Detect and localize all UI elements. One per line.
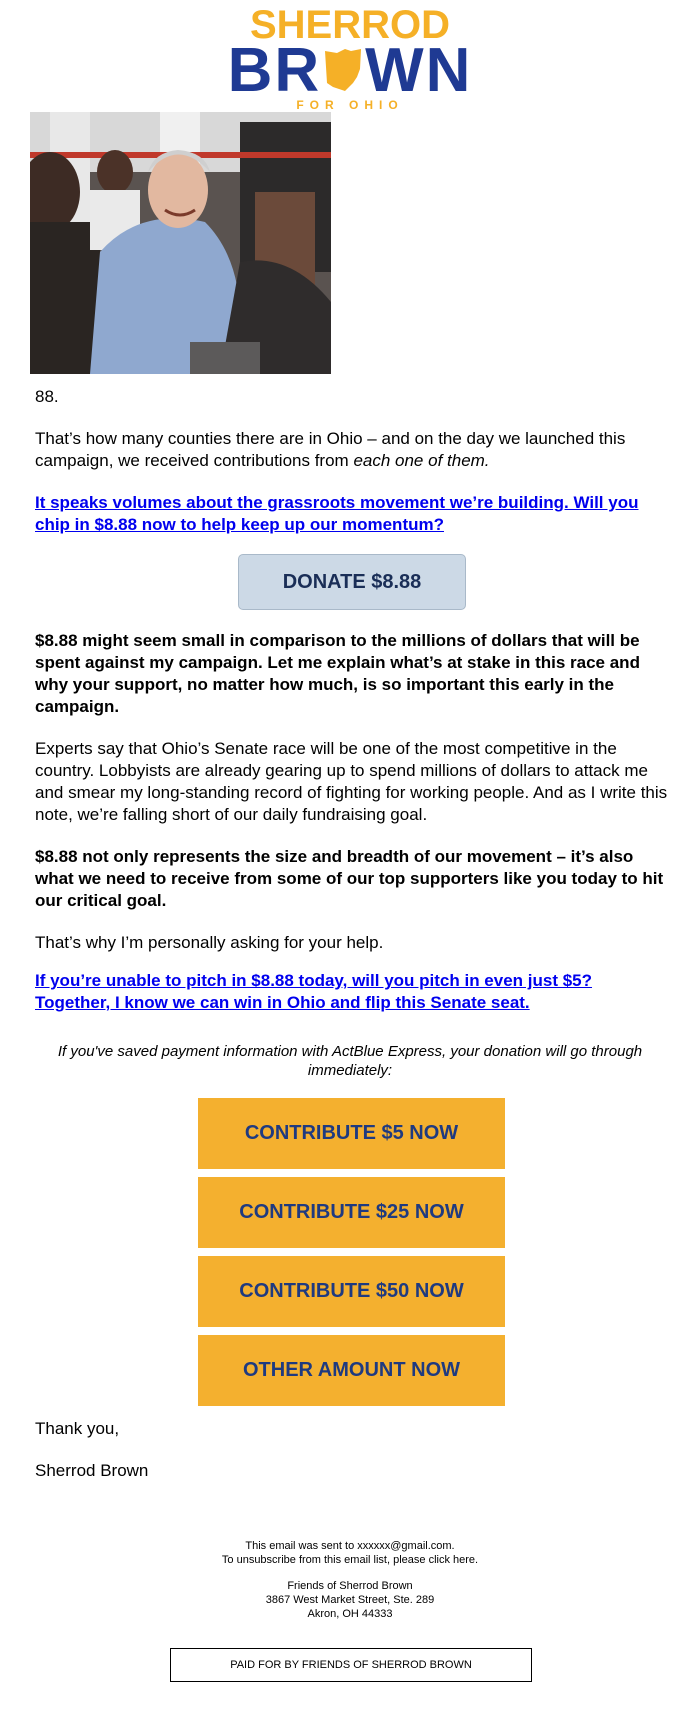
logo-name-right: WN (365, 36, 473, 105)
footer-address1: 3867 West Market Street, Ste. 289 (265, 1594, 435, 1606)
footer-sent-to (0, 1539, 700, 1553)
footer-email: xxxxxx@gmail.com. (357, 1540, 455, 1552)
logo-top-text: SHERROD (249, 3, 451, 47)
other-amount-button[interactable]: OTHER AMOUNT NOW (198, 1335, 505, 1406)
paragraph-movement: $8.88 not only represents the size and breadth of our movement – it’s also what we need to receive from some of our top supporters like you today to hit our critical goal. (35, 847, 664, 910)
paragraph-personal-ask: That’s why I’m personally asking for your help. (35, 933, 384, 952)
footer-unsubscribe (0, 1553, 700, 1567)
footer-sent-prefix: This email was sent to (245, 1540, 358, 1552)
paragraph-small-amount: $8.88 might seem small in comparison to the millions of dollars that will be spent against my campaign. Let me explain what’s at stake in this race and why your support, no matter how much, is so important this early in the campaign. (35, 631, 640, 716)
footer-unsub-prefix: To unsubscribe from this email list, please (221, 1554, 429, 1566)
paragraph-experts: Experts say that Ohio’s Senate race will be one of the most competitive in the country. Lobbyists are already gearing up to spend millions of dollars to attack me and smear my long-standing record of fighting for working people. And as I write this note, we’re falling short of our daily fundraising goal. (35, 739, 668, 824)
logo-sub-text: FOR OHIO (296, 98, 404, 112)
pitch-in-link[interactable]: If you’re unable to pitch in $8.88 today, will you pitch in even just $5? Together, I know we can win in Ohio and flip this Senate seat. (35, 971, 593, 1012)
signoff-name: Sherrod Brown (35, 1461, 149, 1480)
campaign-logo[interactable] (0, 3, 700, 112)
logo-name-left: BR (227, 36, 322, 105)
ohio-state-icon (323, 47, 363, 93)
contribute-25-button[interactable]: CONTRIBUTE $25 NOW (198, 1177, 505, 1248)
paragraph-counties-emphasis: each one of them. (353, 451, 490, 470)
footer-unsub-suffix: . (475, 1554, 479, 1566)
photo-image (30, 112, 331, 374)
unsubscribe-link[interactable]: click here (428, 1554, 476, 1566)
paragraph-88: 88. (35, 387, 59, 406)
contribute-5-button[interactable]: CONTRIBUTE $5 NOW (198, 1098, 505, 1169)
chip-in-link[interactable]: It speaks volumes about the grassroots movement we’re building. Will you chip in $8.88 now to help keep up our momentum? (35, 493, 639, 534)
paragraph-counties-text: That’s how many counties there are in Ohio – and on the day we launched this campaign, we received contributions from (35, 429, 626, 470)
footer-address2: Akron, OH 44333 (307, 1608, 393, 1620)
paragraph-counties (35, 428, 670, 472)
footer-org: Friends of Sherrod Brown (287, 1580, 413, 1592)
contribute-50-button[interactable]: CONTRIBUTE $50 NOW (198, 1256, 505, 1327)
paid-for-box: PAID FOR BY FRIENDS OF SHERROD BROWN (170, 1648, 532, 1682)
donate-button[interactable]: DONATE $8.88 (238, 554, 466, 610)
signoff-thanks: Thank you, (35, 1419, 120, 1438)
campaign-photo[interactable] (30, 112, 331, 374)
actblue-note: If you've saved payment information with ActBlue Express, your donation will go through immediately: (57, 1043, 643, 1079)
